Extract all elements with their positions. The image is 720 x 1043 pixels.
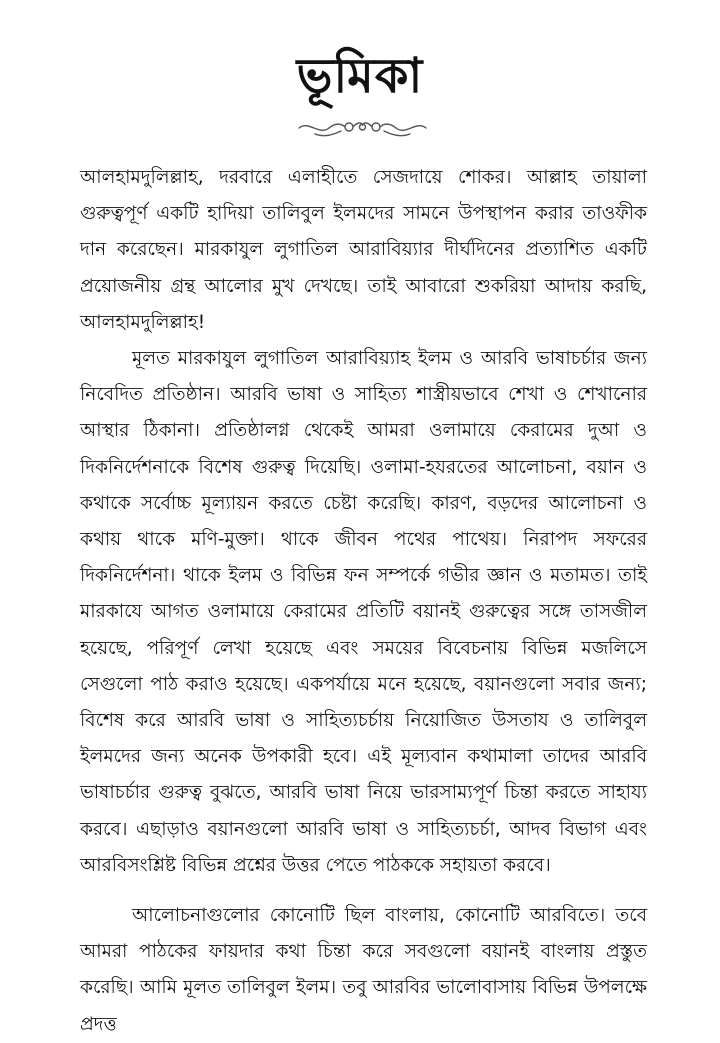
paragraph-languages: আলোচনাগুলোর কোনোটি ছিল বাংলায়, কোনোটি আরবিতে। তবে আমরা পাঠকের ফায়দার কথা চিন্তা করে সবগুলো বয়ানই বাংলায় প্রস্তুত করেছি। আমি মূলত তালিবুল ইলম। তবু আরবির ভালোবাসায় বিভিন্ন উপলক্ষে প্রদত্ত xyxy=(80,905,647,1035)
scroll-flourish-icon xyxy=(295,112,430,142)
paragraph-opening: আলহামদুলিল্লাহ, দরবারে এলাহীতে সেজদায়ে শোকর। আল্লাহ তায়ালা গুরুত্বপূর্ণ একটি হাদিয়া তালিবুল ইলমদের সামনে উপস্থাপন করার তাওফীক দান করেছেন। মারকাযুল লুগাতিল আরাবিয়্যার দীর্ঘদিনের প্রত্যাশিত একটি প্রয়োজনীয় গ্রন্থ আলোর মুখ দেখছে। তাই আবারো শুকরিয়া আদায় করছি, আলহামদুলিল্লাহ! xyxy=(80,167,647,333)
paragraph-about-markaz: মূলত মারকাযুল লুগাতিল আরাবিয়্যাহ ইলম ও আরবি ভাষাচর্চার জন্য নিবেদিত প্রতিষ্ঠান। আরবি ভাষা ও সাহিত্য শাস্ত্রীয়ভাবে শেখা ও শেখানোর আস্থার ঠিকানা। প্রতিষ্ঠালগ্ন থেকেই আমরা ওলামায়ে কেরামের দুআ ও দিকনির্দেশনাকে বিশেষ গুরুত্ব দিয়েছি। ওলামা-হযরতের আলোচনা, বয়ান ও কথাকে সর্বোচ্চ মূল্যায়ন করতে চেষ্টা করেছি। কারণ, বড়দের আলোচনা ও কথায় থাকে মণি-মুক্তা। থাকে জীবন পথের পাথেয়। নিরাপদ সফরের দিকনির্দেশনা। থাকে ইলম ও বিভিন্ন ফন সম্পর্কে গভীর জ্ঞান ও মতামত। তাই মারকাযে আগত ওলামায়ে কেরামের প্রতিটি বয়ানই গুরুত্বের সঙ্গে তাসজীল হয়েছে, পরিপূর্ণ লেখা হয়েছে এবং সময়ের বিবেচনায় বিভিন্ন মজলিসে সেগুলো পাঠ করাও হয়েছে। একপর্যায়ে মনে হয়েছে, বয়ানগুলো সবার জন্য; বিশেষ করে আরবি ভাষা ও সাহিত্যচর্চায় নিয়োজিত উসতায ও তালিবুল ইলমদের জন্য অনেক উপকারী হবে। এই মূল্যবান কথামালা তাদের আরবি ভাষাচর্চার গুরুত্ব বুঝতে, আরবি ভাষা নিয়ে ভারসাম্যপূর্ণ চিন্তা করতে সাহায্য করবে। এছাড়াও বয়ানগুলো আরবি ভাষা ও সাহিত্যচর্চা, আদব বিভাগ এবং আরবিসংশ্লিষ্ট বিভিন্ন প্রশ্নের উত্তর পেতে পাঠককে সহায়তা করবে। xyxy=(80,348,647,876)
page-title: ভূমিকা xyxy=(296,48,424,104)
preface-body xyxy=(80,160,647,1043)
